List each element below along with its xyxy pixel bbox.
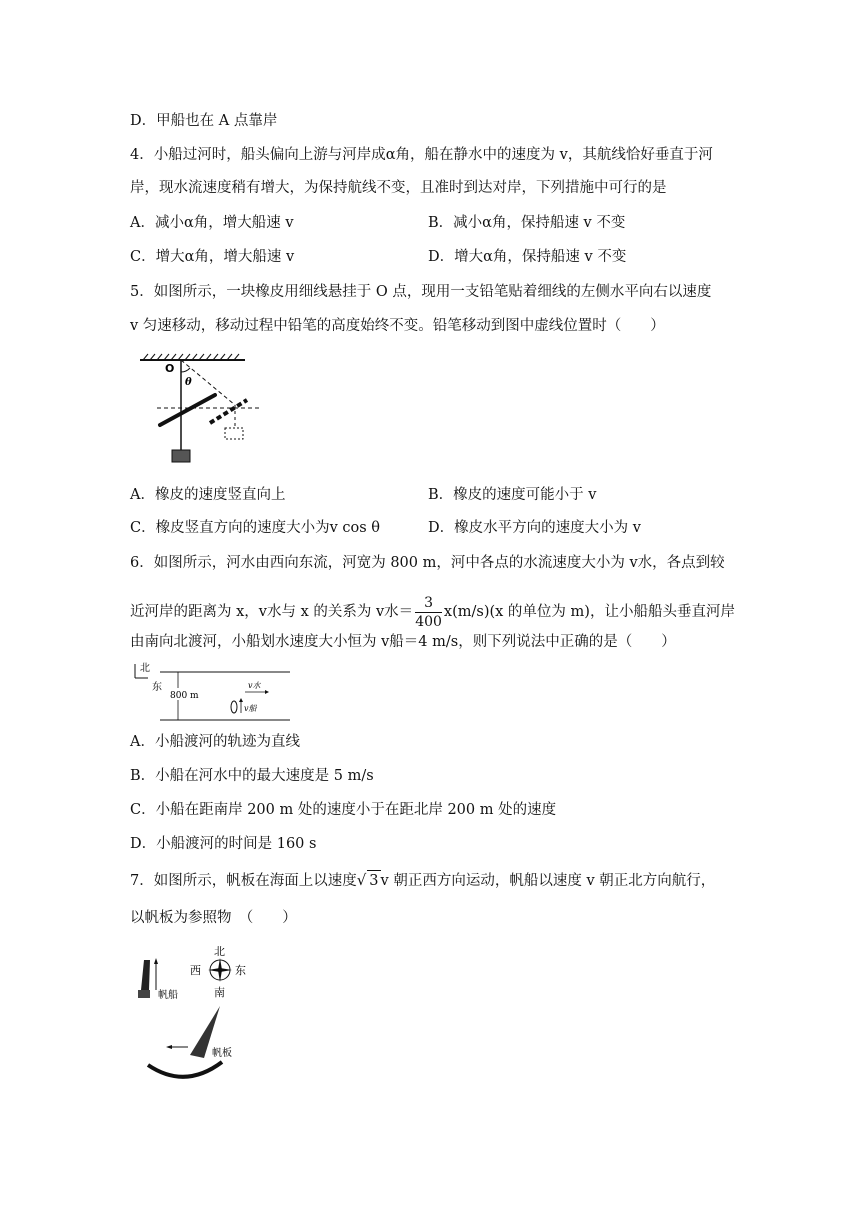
q5-option-b: B．橡皮的速度可能小于 v [428,487,597,503]
q7-fig-sailboat-label: 帆船 [158,990,178,1001]
q6-stem-line3: 由南向北渡河，小船划水速度大小恒为 v船＝4 m/s，则下列说法中正确的是（ ） [130,634,676,650]
q7-fig-south: 南 [214,986,225,999]
q6-fraction [415,594,442,631]
q6-stem-line2-a: 近河岸的距离为 x，v水与 x 的关系为 v水＝ [130,604,414,620]
q7-stem-line2: 以帆板为参照物 （ ） [130,910,297,926]
q4-option-b: B．减小α角，保持船速 v 不变 [428,215,626,231]
q6-fig-east: 东 [152,682,162,693]
q6-fig-vwater-label: v水 [248,681,261,690]
q5-stem-line2: v 匀速移动，移动过程中铅笔的高度始终不变。铅笔移动到图中虚线位置时（ ） [130,318,665,334]
q6-fig-vboat-label: v船 [244,704,257,713]
q5-fig-label-theta: θ [185,377,192,388]
q4-option-d: D．增大α角，保持船速 v 不变 [428,249,627,265]
q6-stem-line2-b: x(m/s)(x 的单位为 m)，让小船船头垂直河岸 [443,604,735,620]
q4-stem-line2: 岸，现水流速度稍有增大，为保持航线不变，且准时到达对岸，下列措施中可行的是 [130,180,667,196]
q5-option-d: D．橡皮水平方向的速度大小为 v [428,520,641,536]
q6-fraction-numerator: 3 [415,594,442,613]
q7-fig-east: 东 [235,964,246,977]
q6-option-b: B．小船在河水中的最大速度是 5 m/s [130,768,374,784]
q5-option-a: A．橡皮的速度竖直向上 [130,487,286,503]
q6-fraction-denominator: 400 [415,613,442,630]
q5-option-c: C．橡皮竖直方向的速度大小为v cos θ [130,520,381,536]
q7-stem-line1 [130,870,715,891]
q6-river-figure [130,660,295,722]
q7-fig-sailboard-label: 帆板 [212,1048,232,1059]
q6-stem-line2 [130,592,735,632]
q7-fig-west: 西 [190,964,201,977]
q6-fig-north: 北 [140,663,150,674]
q6-stem-line1: 6．如图所示，河水由西向东流，河宽为 800 m，河中各点的水流速度大小为 v水，各点到较 [130,555,725,571]
q3-option-d: D．甲船也在 A 点靠岸 [130,113,278,129]
q5-fig-label-o: O [165,362,175,375]
q4-stem-line1: 4．小船过河时，船头偏向上游与河岸成α角，船在静水中的速度为 v，其航线恰好垂直于河 [130,147,713,163]
q4-option-c: C．增大α角，增大船速 v [130,249,295,265]
q5-pendulum-figure [135,350,270,465]
q7-stem-line1-a: 7．如图所示，帆板在海面上以速度 [130,873,357,889]
q6-option-d: D．小船渡河的时间是 160 s [130,836,317,852]
q7-stem-line1-b: v 朝正西方向运动，帆船以速度 v 朝正北方向航行， [380,873,716,889]
q6-option-a: A．小船渡河的轨迹为直线 [130,734,300,750]
q4-option-a: A．减小α角，增大船速 v [130,215,294,231]
q6-fig-width-label: 800 m [170,691,199,701]
q7-sqrt-arg: 3 [367,870,380,891]
q7-fig-north: 北 [214,945,225,958]
q6-option-c: C．小船在距南岸 200 m 处的速度小于在距北岸 200 m 处的速度 [130,802,557,818]
q5-stem-line1: 5．如图所示，一块橡皮用细线悬挂于 O 点，现用一支铅笔贴着细线的左侧水平向右以速度 [130,284,712,300]
q7-sail-figure [130,940,255,1085]
q7-sqrt-sign: √ [356,871,367,889]
